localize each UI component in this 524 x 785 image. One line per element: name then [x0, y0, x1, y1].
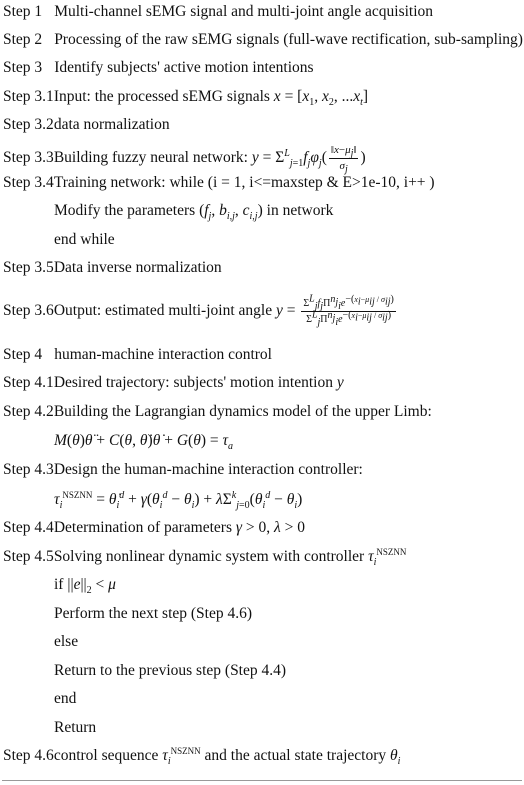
step-4-5-return-previous [54, 661, 286, 681]
step-text: Modify the parameters [54, 202, 196, 219]
math-controller-equation: $\tau_i^{NSZNN}$ = $\thetȧ_i^d + \gamma(\theta_i^d - \theta_i) + \lambda\Sigma^k_{j=0}(\theta_i^d - \theta_i)$ [54, 489, 303, 512]
math-output-formula: y = $\frac{\Sigma^L_jf_j\Pi^{n_j}_ie^{-(x_i-\mu_{ij} / \sigma_{ij})}}{\Sigma^L_j\Pi^{n_j}_ie^{-(x_i-\mu_{ij} / \sigma_{ij})}}$ [275, 293, 394, 328]
step-text: Design the human-machine interaction controller: [53, 461, 363, 478]
step-text: else [54, 633, 79, 650]
step-text: Return [54, 719, 97, 736]
step-label: Step 4.4 [3, 519, 54, 536]
step-label: Step 1 [3, 3, 43, 20]
step-4-1 [3, 373, 344, 393]
step-4-4 [3, 518, 305, 538]
step-text: Solving nonlinear dynamic system with controller [53, 548, 365, 565]
step-label: Step 3.3 [3, 149, 54, 167]
step-label: Step 3.4 [3, 174, 54, 191]
math-dynamics-equation: M(θ)θ̈ + C(θ, θ̇)θ̇ + $G(\theta) = \tau_a$ [54, 432, 234, 453]
step-4-5-return [54, 718, 96, 738]
step-text: control sequence [53, 747, 159, 764]
math-controller-symbol: $\tau_i^{NSZNN}$ [368, 546, 407, 569]
step-4-5-if [54, 575, 116, 595]
step-text-mid: and the actual state trajectory [204, 747, 387, 764]
step-3-2 [3, 115, 170, 135]
step-4-5-perform [54, 604, 252, 624]
step-text: Determination of parameters [53, 519, 232, 536]
math-fnn-formula: $y = \Sigma^L_{j=1}f_j\varphi_j$( $\frac{‖x-\mu_j‖}{\sigma_j}$ ) [251, 144, 366, 176]
step-4 [3, 345, 272, 365]
step-text: Data inverse normalization [53, 259, 222, 276]
step-text: Multi-channel sEMG signal and multi-joint angle acquisition [54, 3, 434, 20]
math-input-vector: x [273, 88, 281, 105]
step-text-tail: in network [266, 202, 334, 219]
step-label: Step 3.1 [3, 88, 54, 105]
step-3-6 [3, 293, 398, 328]
step-text: Building fuzzy neural network: [53, 149, 248, 167]
step-3-1: Step 3.1Input: the processed sEMG signals $x = [x_1$, $x_2$, $...x_t$] [3, 88, 369, 109]
math-parameters: ($f_j$, $b_{i,j}$, $c_{i,j}$) [199, 202, 263, 223]
step-text: Return to the previous step (Step 4.4) [54, 662, 287, 679]
step-text: human-machine interaction control [54, 346, 272, 363]
step-label: Step 2 [3, 31, 43, 48]
step-text: Processing of the raw sEMG signals (full-wave rectification, sub-sampling) [54, 31, 523, 48]
step-4-5 [3, 547, 406, 567]
step-label: Step 3.5 [3, 259, 54, 276]
step-4-6 [3, 746, 400, 766]
step-text: Output: estimated multi-joint angle [53, 302, 273, 320]
step-1 [3, 2, 433, 22]
step-3-3 [3, 144, 366, 176]
step-text: Perform the next step (Step 4.6) [54, 605, 253, 622]
step-3-4-modify [54, 201, 333, 221]
math-y: y [336, 374, 344, 391]
math-parameter-conditions: γ > 0, λ > 0 [235, 519, 305, 536]
step-label: Step 3.2 [3, 116, 54, 133]
step-label: Step 4.1 [3, 374, 54, 391]
step-text: Building the Lagrangian dynamics model of the upper Limb: [53, 403, 432, 420]
step-3 [3, 58, 314, 78]
step-text: end while [54, 231, 115, 248]
math-error-condition: $||e||_2 < \mu$ [67, 576, 116, 597]
step-text: end [54, 690, 77, 707]
step-3-4-end [54, 230, 115, 250]
step-text: if [54, 576, 64, 593]
step-4-3 [3, 460, 363, 480]
step-4-5-else [54, 632, 78, 652]
step-4-2 [3, 402, 432, 422]
step-text: Desired trajectory: subjects' motion intention [53, 374, 333, 391]
step-2 [3, 30, 523, 50]
step-4-5-end [54, 689, 76, 709]
math-controller-symbol: $\tau_i^{NSZNN}$ [162, 745, 201, 768]
step-label: Step 3.6 [3, 302, 54, 320]
step-label: Step 4.2 [3, 403, 54, 420]
math-theta: $\theta_i$ [390, 747, 401, 768]
step-3-4 [3, 173, 435, 193]
bottom-rule [2, 780, 522, 781]
step-label: Step 3 [3, 59, 43, 76]
step-text: Identify subjects' active motion intentions [54, 59, 314, 76]
step-text: Input: the processed sEMG signals [53, 88, 270, 105]
step-label: Step 4.3 [3, 461, 54, 478]
step-label: Step 4.5 [3, 548, 54, 565]
step-3-5 [3, 258, 222, 278]
step-label: Step 4 [3, 346, 43, 363]
step-text: data normalization [53, 116, 170, 133]
step-label: Step 4.6 [3, 747, 54, 764]
step-text: Training network: while (i = 1, i<=maxstep & E>1e-10, i++ ) [53, 174, 435, 191]
